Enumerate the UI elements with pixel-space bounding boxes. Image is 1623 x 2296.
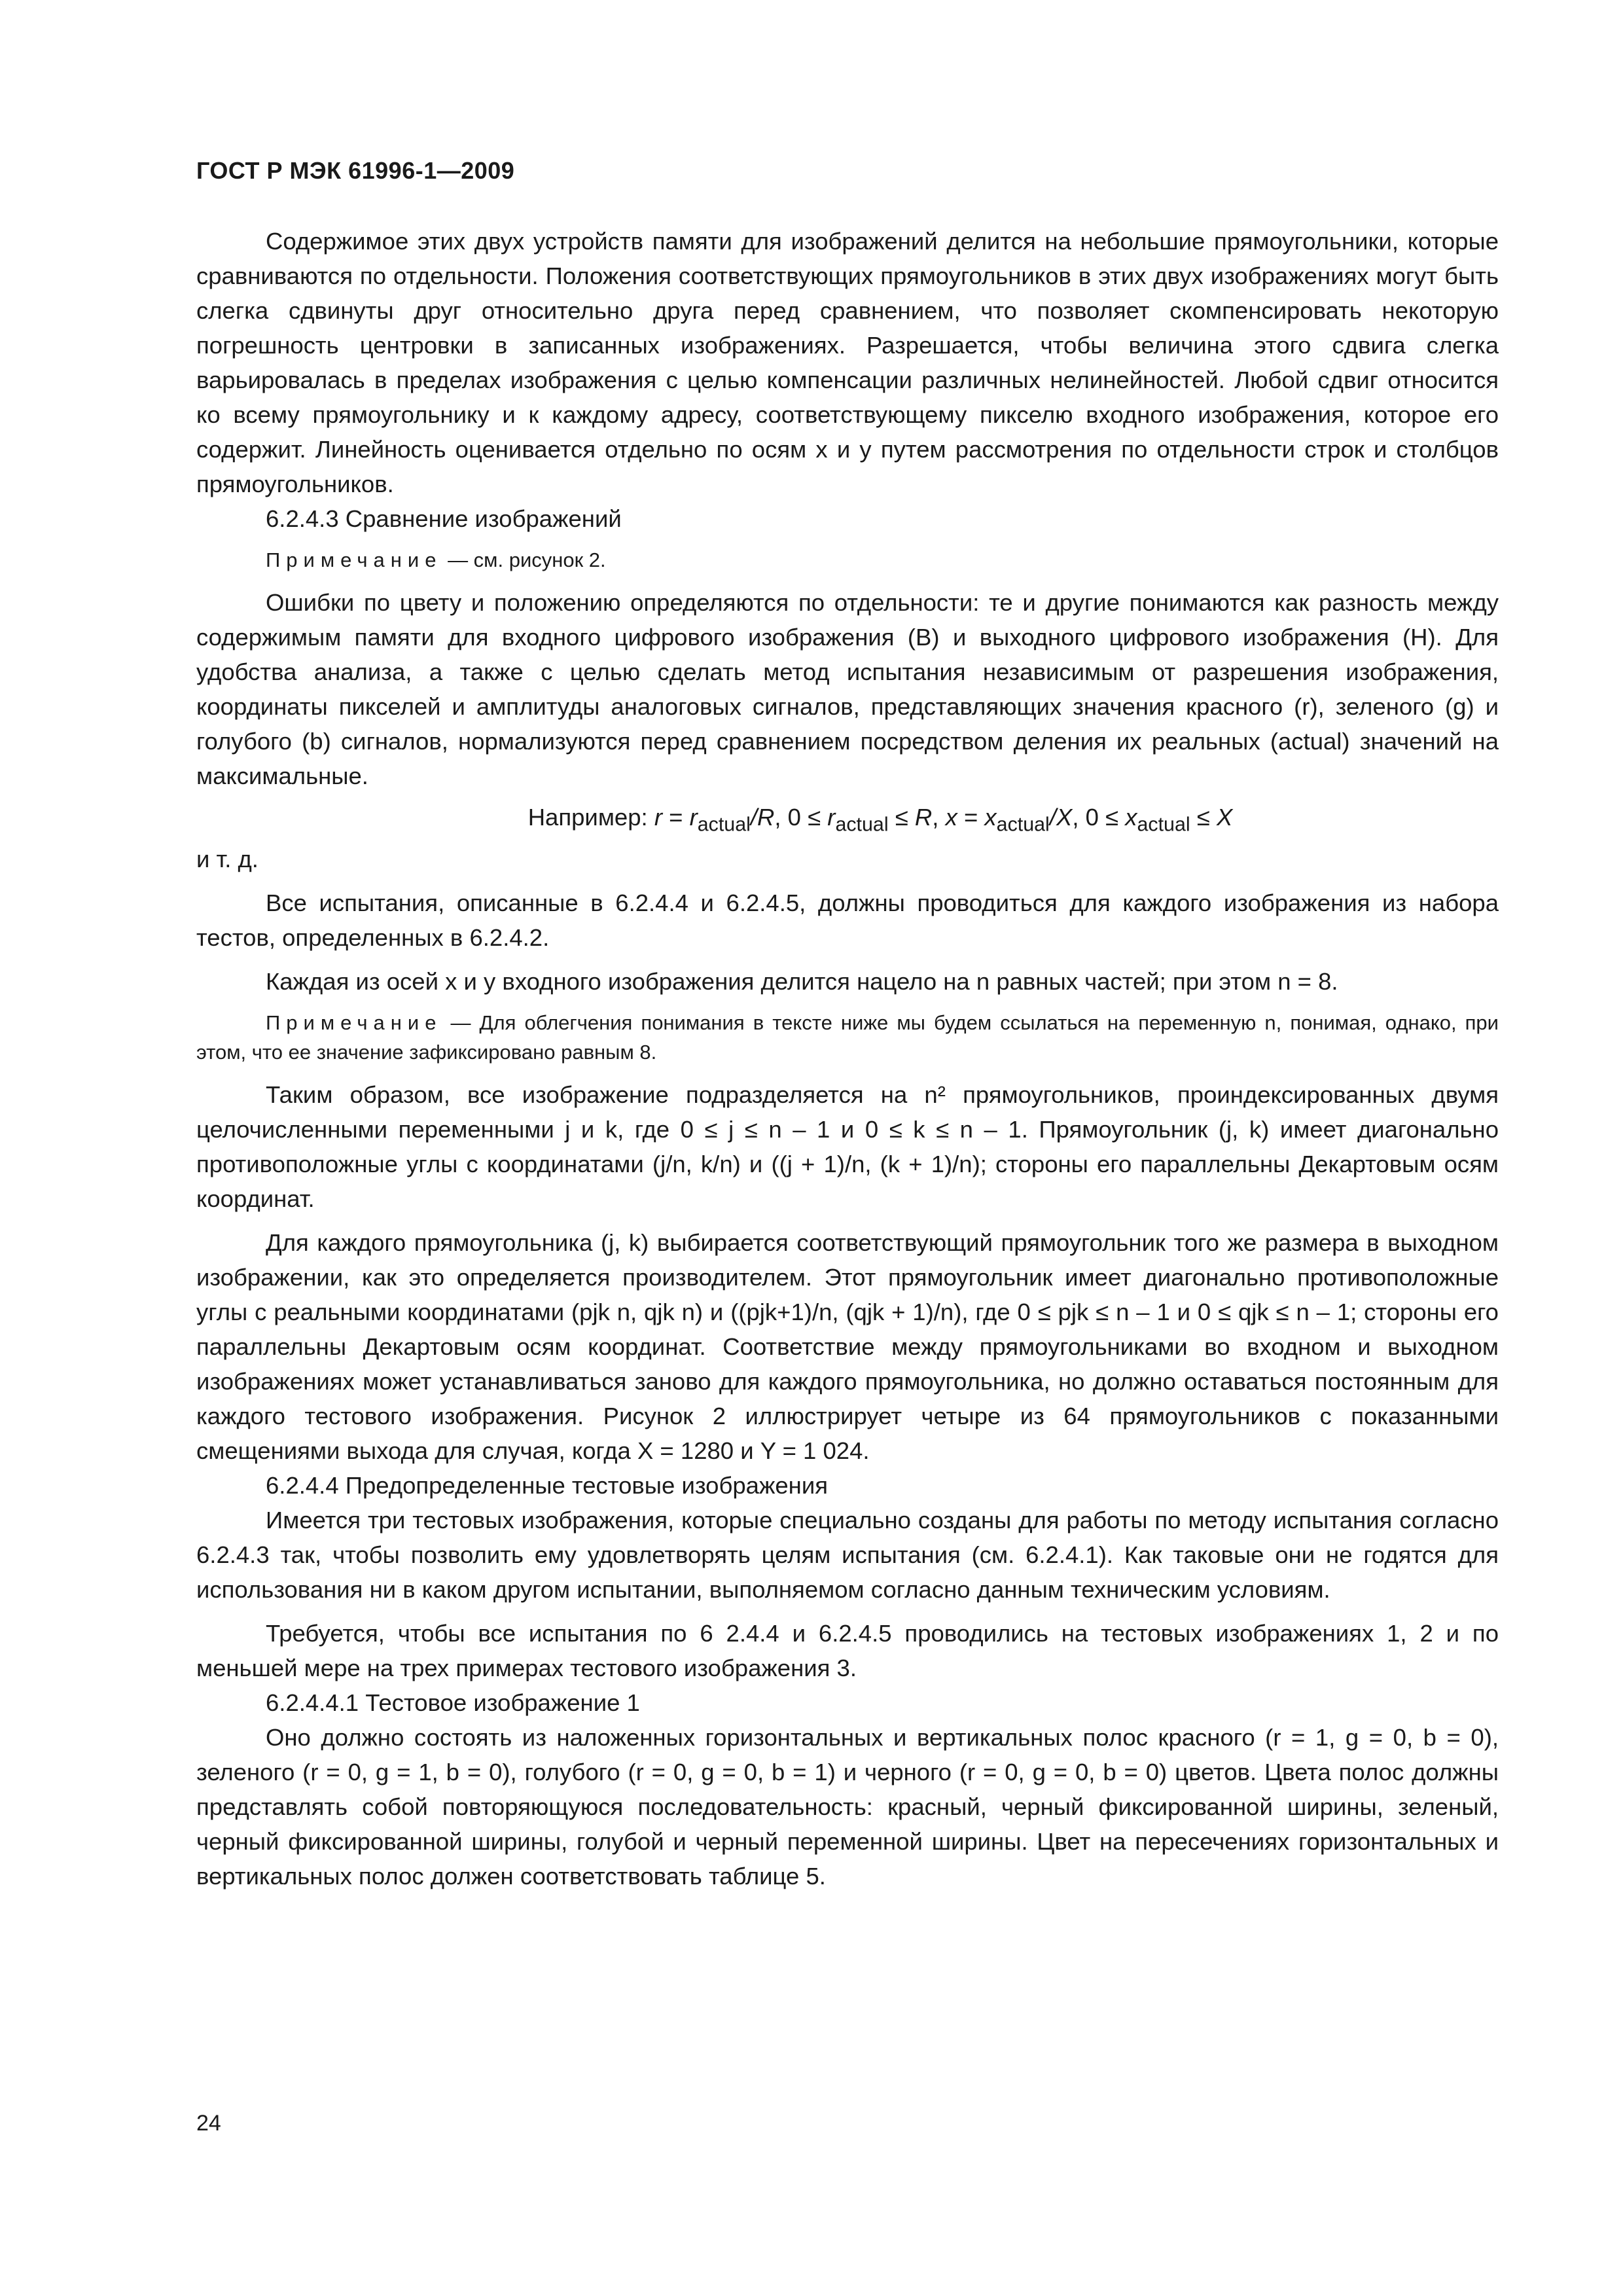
formula-prefix: Например: <box>527 804 648 831</box>
document-header: ГОСТ Р МЭК 61996-1—2009 <box>196 157 515 184</box>
formula-sub-1: actual <box>697 813 751 836</box>
etc-line: и т. д. <box>196 846 259 873</box>
formula-sub-4: actual <box>1137 813 1190 836</box>
note-1 <box>196 545 1499 575</box>
section-6-2-4-3-heading: 6.2.4.3 Сравнение изображений <box>266 505 622 532</box>
note-2-text: — Для облегчения понимания в тексте ниже мы будем ссылаться на переменную n, понимая, однако, при этом, что ее значение зафиксировано равным 8. <box>196 1011 1499 1064</box>
paragraph-4: Каждая из осей x и y входного изображения делится нацело на n равных частей; при этом n = 8. <box>266 968 1338 996</box>
section-6-2-4-4-heading: 6.2.4.4 Предопределенные тестовые изображения <box>266 1472 828 1499</box>
paragraph-5: Таким образом, все изображение подразделяется на n² прямоугольников, проиндексированных двумя целочисленными переменными j и k, где 0 ≤ j ≤ n – 1 и 0 ≤ k ≤ n – 1. Прямоугольник (j, k) имеет диагонально противоположные углы с координатами (j/n, k/n) и ((j + 1)/n, (k + 1)/n); стороны его параллельны Декартовым осям координат. <box>196 1081 1499 1213</box>
paragraph-1: Содержимое этих двух устройств памяти для изображений делится на небольшие прямоугольники, которые сравниваются по отдельности. Положения соответствующих прямоугольников в этих двух изображениях могут быть слегка сдвинуты друг относительно друга перед сравнением, что позволяет скомпенсировать некоторую погрешность центровки в записанных изображениях. Разрешается, чтобы величина этого сдвига слегка варьировалась в пределах изображения с целью компенсации различных нелинейностей. Любой сдвиг относится ко всему прямоугольнику и к каждому адресу, соответствующему пикселю входного изображения, которое его содержит. Линейность оценивается отдельно по осям x и y путем рассмотрения по отдельности строк и столбцов прямоугольников. <box>196 228 1499 497</box>
note-1-label: Примечание <box>266 548 442 571</box>
paragraph-3: Все испытания, описанные в 6.2.4.4 и 6.2.4.5, должны проводиться для каждого изображения из набора тестов, определенных в 6.2.4.2. <box>196 889 1499 952</box>
section-6-2-4-4-1-heading: 6.2.4.4.1 Тестовое изображение 1 <box>266 1689 640 1717</box>
paragraph-2: Ошибки по цвету и положению определяются по отдельности: те и другие понимаются как разность между содержимым памяти для входного цифрового изображения (B) и выходного цифрового изображения (H). Для удобства анализа, а также с целью сделать метод испытания независимым от разрешения изображения, координаты пикселей и амплитуды аналоговых сигналов, представляющих значения красного (r), зеленого (g) и голубого (b) сигналов, нормализуются перед сравнением посредством деления их реальных (actual) значений на максимальные. <box>196 589 1499 789</box>
paragraph-9: Оно должно состоять из наложенных горизонтальных и вертикальных полос красного (r = 1, g = 0, b = 0), зеленого (r = 0, g = 1, b = 0), голубого (r = 0, g = 0, b = 1) и черного (r = 0, g = 0, b = 0) цветов. Цвета полос должны представлять собой повторяющуюся последовательность: красный, черный фиксированной ширины, зеленый, черный фиксированной ширины, голубой и черный переменной ширины. Цвет на пересечениях горизонтальных и вертикальных полос должен соответствовать таблице 5. <box>196 1724 1499 1890</box>
formula-sub-3: actual <box>996 813 1050 836</box>
paragraph-7: Имеется три тестовых изображения, которые специально созданы для работы по методу испытания согласно 6.2.4.3 так, чтобы позволить ему удовлетворять целям испытания (см. 6.2.4.1). Как таковые они не годятся для использования ни в каком другом испытании, выполняемом согласно данным техническим условиям. <box>196 1507 1499 1604</box>
formula-sub-2: actual <box>835 813 889 836</box>
note-2-label: Примечание <box>266 1011 442 1035</box>
page-number: 24 <box>196 2111 221 2136</box>
document-page <box>196 157 1499 1893</box>
paragraph-8: Требуется, чтобы все испытания по 6 2.4.4 и 6.2.4.5 проводились на тестовых изображениях 1, 2 и по меньшей мере на трех примерах тестового изображения 3. <box>196 1620 1499 1682</box>
note-1-text: — см. рисунок 2. <box>448 548 606 571</box>
formula: Например: $r = r_{actual}/R$, $0 \le r_{actual} \le R$, $x = x_{actual}/X$, $0 \le x_{actual} \le X$ <box>527 804 1233 836</box>
paragraph-6: Для каждого прямоугольника (j, k) выбирается соответствующий прямоугольник того же размера в выходном изображении, как это определяется производителем. Этот прямоугольник имеет диагонально противоположные углы с реальными координатами (pjk n, qjk n) и ((pjk+1)/n, (qjk + 1)/n), где 0 ≤ pjk ≤ n – 1 и 0 ≤ qjk ≤ n – 1; стороны его параллельны Декартовым осям координат. Соответствие между прямоугольниками во входном и выходном изображениях может устанавливаться заново для каждого прямоугольника, но должно оставаться постоянным для каждого тестового изображения. Рисунок 2 иллюстрирует четыре из 64 прямоугольников с показанными смещениями выхода для случая, когда X = 1280 и Y = 1 024. <box>196 1229 1499 1465</box>
note-2 <box>196 1008 1499 1067</box>
